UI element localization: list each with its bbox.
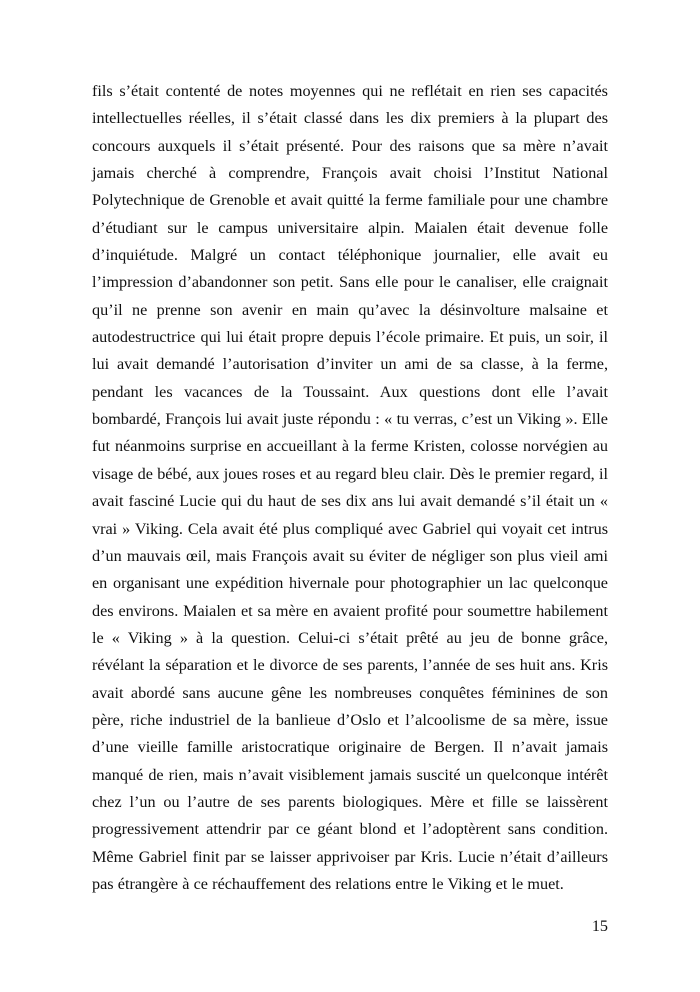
body-text-block [92,78,608,898]
body-paragraph: fils s’était contenté de notes moyennes qui ne reflétait en rien ses capacités intellectuelles réelles, il s’était classé dans les dix premiers à la plupart des concours auxquels il s’était présenté. Pour des raisons que sa mère n’avait jamais cherché à comprendre, François avait choisi l’Institut National Polytechnique de Grenoble et avait quitté la ferme familiale pour une chambre d’étudiant sur le campus universitaire alpin. Maialen était devenue folle d’inquiétude. Malgré un contact téléphonique journalier, elle avait eu l’impression d’abandonner son petit. Sans elle pour le canaliser, elle craignait qu’il ne prenne son avenir en main qu’avec la désinvolture malsaine et autodestructrice qui lui était propre depuis l’école primaire. Et puis, un soir, il lui avait demandé l’autorisation d’inviter un ami de sa classe, à la ferme, pendant les vacances de la Toussaint. Aux questions dont elle l’avait bombardé, François lui avait juste répondu : « tu verras, c’est un Viking ». Elle fut néanmoins surprise en accueillant à la ferme Kristen, colosse norvégien au visage de bébé, aux joues roses et au regard bleu clair. Dès le premier regard, il avait fasciné Lucie qui du haut de ses dix ans lui avait demandé s’il était un « vrai » Viking. Cela avait été plus compliqué avec Gabriel qui voyait cet intrus d’un mauvais œil, mais François avait su éviter de négliger son plus vieil ami en organisant une expédition hivernale pour photographier un lac quelconque des environs. Maialen et sa mère en avaient profité pour soumettre habilement le « Viking » à la question. Celui-ci s’était prêté au jeu de bonne grâce, révélant la séparation et le divorce de ses parents, l’année de ses huit ans. Kris avait abordé sans aucune gêne les nombreuses conquêtes féminines de son père, riche industriel de la banlieue d’Oslo et l’alcoolisme de sa mère, issue d’une vieille famille aristocratique originaire de Bergen. Il n’avait jamais manqué de rien, mais n’avait visiblement jamais suscité un quelconque intérêt chez l’un ou l’autre de ses parents biologiques. Mère et fille se laissèrent progressivement attendrir par ce géant blond et l’adoptèrent sans condition. Même Gabriel finit par se laisser apprivoiser par Kris. Lucie n’était d’ailleurs pas étrangère à ce réchauffement des relations entre le Viking et le muet. [92,82,608,893]
page-number: 15 [591,917,608,935]
